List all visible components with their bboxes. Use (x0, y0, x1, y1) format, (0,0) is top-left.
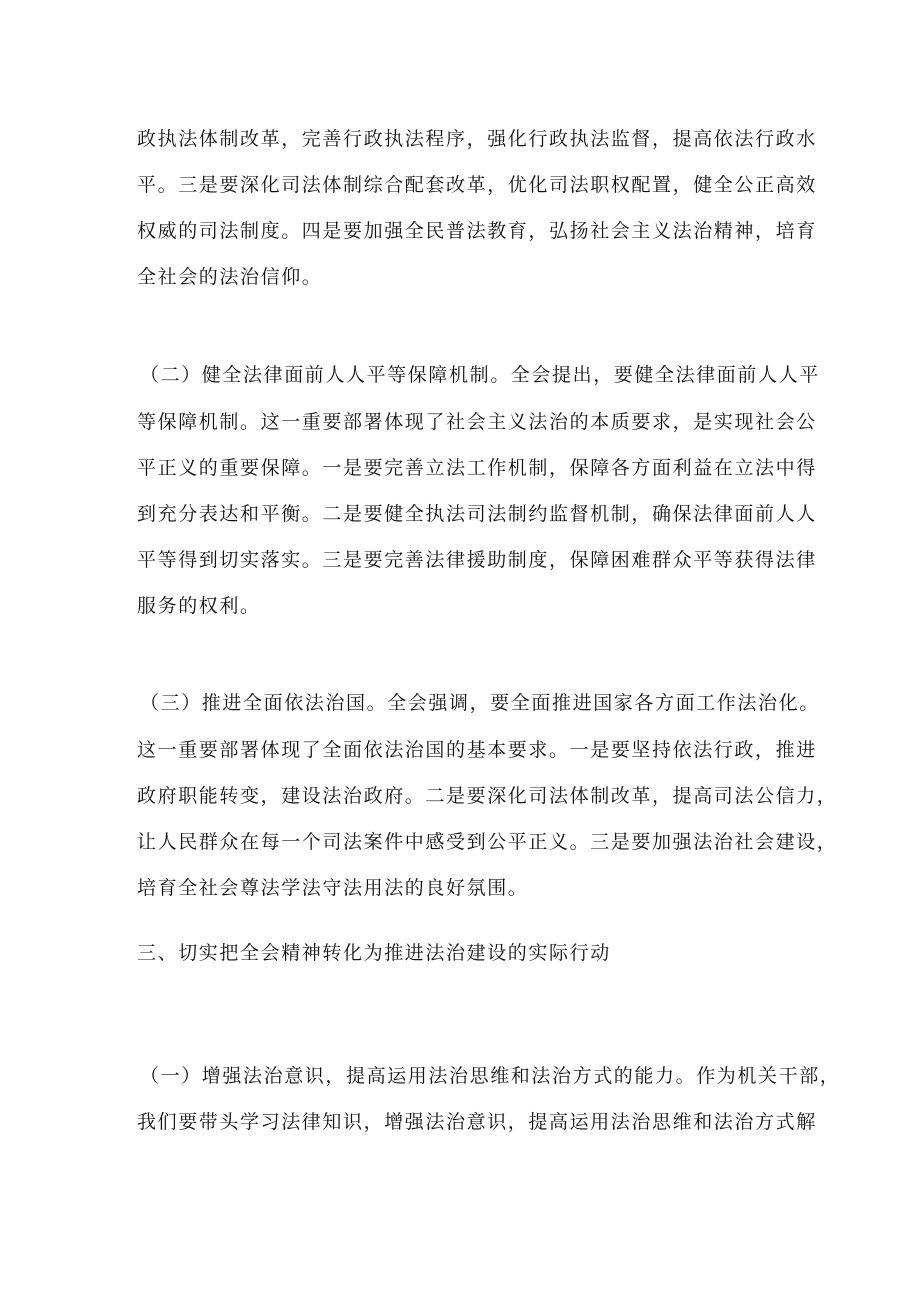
text-line: 平。三是要深化司法体制综合配套改革，优化司法职权配置，健全公正高效 (137, 174, 817, 196)
text-line: 平等得到切实落实。三是要完善法律援助制度，保障困难群众平等获得法律 (137, 549, 817, 571)
text-line: 政执法体制改革，完善行政执法程序，强化行政执法监督，提高依法行政水 (137, 128, 817, 150)
text-line: （一）增强法治意识，提高运用法治思维和法治方式的能力。作为机关干部， (140, 1065, 841, 1087)
text-line: 等保障机制。这一重要部署体现了社会主义法治的本质要求，是实现社会公 (137, 411, 817, 433)
text-line: 政府职能转变，建设法治政府。二是要深化司法体制改革，提高司法公信力， (137, 785, 838, 807)
text-line: （三）推进全面依法治国。全会强调，要全面推进国家各方面工作法治化。 (140, 692, 820, 714)
text-line: 服务的权利。 (137, 595, 261, 617)
text-line: 平正义的重要保障。一是要完善立法工作机制，保障各方面利益在立法中得 (137, 457, 817, 479)
text-line: 全社会的法治信仰。 (137, 266, 323, 288)
text-line: 到充分表达和平衡。二是要健全执法司法制约监督机制，确保法律面前人人 (137, 503, 817, 525)
text-line: （二）健全法律面前人人平等保障机制。全会提出，要健全法律面前人人平 (140, 364, 820, 386)
text-line: 这一重要部署体现了全面依法治国的基本要求。一是要坚持依法行政，推进 (137, 739, 817, 761)
text-line: 让人民群众在每一个司法案件中感受到公平正义。三是要加强法治社会建设， (137, 831, 838, 853)
text-line: 我们要带头学习法律知识，增强法治意识，提高运用法治思维和法治方式解 (137, 1111, 817, 1133)
heading-text: 三、切实把全会精神转化为推进法治建设的实际行动 (137, 942, 611, 964)
text-line: 培育全社会尊法学法守法用法的良好氛围。 (137, 877, 529, 899)
text-line: 权威的司法制度。四是要加强全民普法教育，弘扬社会主义法治精神，培育 (137, 220, 817, 242)
